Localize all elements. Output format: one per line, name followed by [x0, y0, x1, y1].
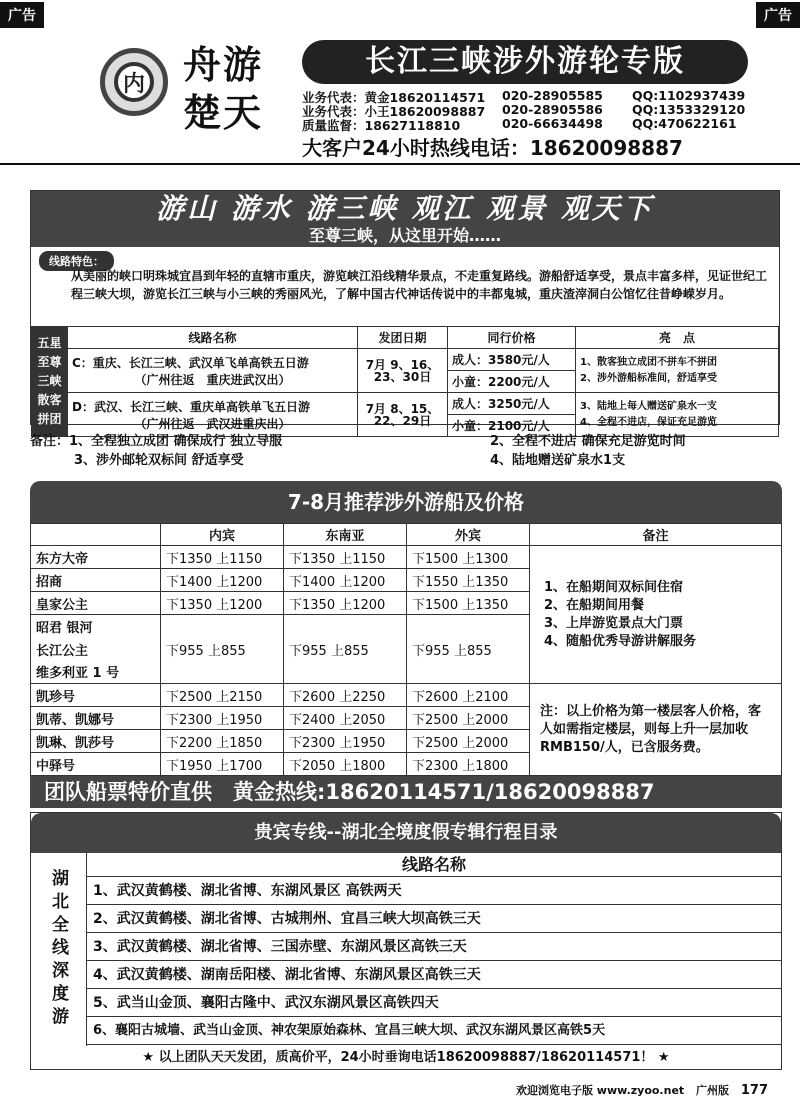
- price-child: 小童：2200元/人: [448, 371, 576, 393]
- hubei-side-text: 湖北全线深度游: [48, 869, 68, 1030]
- brand-line2: 楚天: [183, 91, 264, 135]
- list-item: 2、武汉黄鹤楼、湖北省博、古城荆州、宜昌三峡大坝高铁三天: [87, 905, 781, 933]
- route-name: [68, 349, 358, 393]
- footer-edition: 广州版: [696, 1084, 730, 1097]
- contact-role: 质量监督：18627118810: [302, 118, 461, 133]
- route-name: [68, 393, 358, 437]
- route-title: D：武汉、长江三峡、重庆单高铁单飞五日游: [72, 399, 310, 414]
- col-header: 备注: [530, 524, 782, 546]
- price-cell: 下955 上855: [284, 615, 407, 684]
- price-cell: 下1400 上1200: [161, 569, 284, 592]
- ship-section-title: 7-8月推荐涉外游船及价格: [30, 481, 782, 523]
- price-cell: 下1550 上1350: [407, 569, 530, 592]
- note-item: 备注：1、全程独立成团 确保成行 独立导服: [30, 434, 283, 449]
- price-cell: 下2500 上2150: [161, 684, 284, 707]
- ship-name: 皇家公主: [31, 592, 161, 615]
- price-cell: 下2050 上1800: [284, 753, 407, 776]
- page-footer: [516, 1082, 768, 1098]
- contact-tel: 020-28905586: [502, 102, 603, 117]
- price-cell: 下955 上855: [407, 615, 530, 684]
- price-cell: 下2500 上2000: [407, 707, 530, 730]
- ad-label-right: 广告: [756, 2, 800, 28]
- route-dates: 7月 9、16、23、30日: [358, 349, 448, 393]
- list-header: 线路名称: [87, 853, 781, 877]
- highlight-item: 1、散客独立成团不拼车不拼团: [580, 356, 717, 368]
- col-header: 发团日期: [358, 327, 448, 349]
- list-item: 1、武汉黄鹤楼、湖北省博、东湖风景区 高铁两天: [87, 877, 781, 905]
- col-header: 同行价格: [448, 327, 576, 349]
- hotline: 大客户24小时热线电话：18620098887: [302, 136, 683, 160]
- slogan: 游山 游水 游三峡 观江 观景 观天下: [156, 192, 654, 225]
- col-header: 线路名称: [68, 327, 358, 349]
- table-row: [31, 684, 782, 707]
- price-cell: 下2200 上1850: [161, 730, 284, 753]
- contact-qq: QQ:1353329120: [632, 102, 746, 117]
- price-adult: 成人：3250元/人: [448, 393, 576, 415]
- ship-name: 昭君 银河: [31, 615, 161, 638]
- route-table: [31, 326, 779, 437]
- route-sub: （广州往返 重庆进武汉出）: [134, 372, 291, 387]
- remark-item: 2、在船期间用餐: [544, 597, 645, 613]
- ship-hotline: 团队船票特价直供 黄金热线:18620114571/18620098887: [30, 776, 782, 808]
- route-title: C：重庆、长江三峡、武汉单飞单高铁五日游: [72, 355, 309, 370]
- highlights-a: [576, 349, 779, 393]
- hubei-footer: ★ 以上团队天天发团，质高价平，24小时垂询电话18620098887/18620114571！ ★: [142, 1050, 670, 1065]
- list-item: 3、武汉黄鹤楼、湖北省博、三国赤壁、东湖风景区高铁三天: [87, 933, 781, 961]
- highlight-item: 2、涉外游船标准间，舒适享受: [580, 372, 717, 384]
- route-dates: 7月 8、15、22、29日: [358, 393, 448, 437]
- route-section: [30, 190, 780, 433]
- brand-line1: 舟游: [183, 43, 264, 87]
- price-cell: 下1500 上1300: [407, 546, 530, 569]
- col-header: 内宾: [161, 524, 284, 546]
- price-cell: 下1400 上1200: [284, 569, 407, 592]
- table-row: [31, 546, 782, 569]
- col-header: 亮 点: [576, 327, 779, 349]
- remark-item: 4、随船优秀导游讲解服务: [544, 633, 697, 649]
- price-cell: 下1950 上1700: [161, 753, 284, 776]
- price-cell: 下1350 上1150: [284, 546, 407, 569]
- remarks-floor: 注：以上价格为第一楼层客人价格，客人如需指定楼层，则每上升一层加收RMB150/人，已含服务费。: [530, 684, 782, 776]
- list-item: 4、武汉黄鹤楼、湖南岳阳楼、湖北省博、东湖风景区高铁三天: [87, 961, 781, 989]
- price-adult: 成人：3580元/人: [448, 349, 576, 371]
- remarks-services: [530, 546, 782, 684]
- highlights-b: [576, 393, 779, 437]
- ship-name: 凯珍号: [31, 684, 161, 707]
- col-header: 东南亚: [284, 524, 407, 546]
- logo-glyph: 内: [114, 62, 154, 102]
- hubei-section: [30, 812, 782, 1070]
- route-side-label: 五星至尊三峡散客拼团: [32, 327, 68, 437]
- highlight-item: 3、陆地上每人赠送矿泉水一支: [580, 400, 717, 412]
- hubei-route-list: [87, 853, 781, 1045]
- ship-name: 招商: [31, 569, 161, 592]
- route-sub: （广州往返 武汉进重庆出）: [134, 416, 291, 431]
- page-title: 长江三峡涉外游轮专版: [302, 40, 748, 84]
- contact-qq: QQ:470622161: [632, 116, 737, 131]
- subslogan: 至尊三峡，从这里开始……: [308, 226, 501, 245]
- note-item: 3、涉外邮轮双标间 舒适享受: [74, 453, 244, 468]
- note-item: 2、全程不进店 确保充足游览时间: [490, 434, 686, 449]
- price-cell: 下1500 上1350: [407, 592, 530, 615]
- price-cell: 下2400 上2050: [284, 707, 407, 730]
- price-cell: 下955 上855: [161, 615, 284, 684]
- ship-name: 凯琳、凯莎号: [31, 730, 161, 753]
- ship-name: 东方大帝: [31, 546, 161, 569]
- ship-name: 中驿号: [31, 753, 161, 776]
- page-number: 177: [740, 1083, 768, 1098]
- price-cell: 下2300 上1800: [407, 753, 530, 776]
- price-cell: 下1350 上1150: [161, 546, 284, 569]
- list-item: 6、襄阳古城墙、武当山金顶、神农架原始森林、宜昌三峡大坝、武汉东湖风景区高铁5天: [87, 1017, 781, 1045]
- ship-section: [30, 481, 782, 804]
- price-cell: 下1350 上1200: [161, 592, 284, 615]
- header: [0, 0, 800, 165]
- ad-label-left: 广告: [0, 2, 44, 28]
- hubei-side-label: [31, 853, 87, 1046]
- ship-name: 长江公主: [31, 638, 161, 661]
- highlight-item: 4、全程不进店，保证充足游览: [580, 416, 717, 428]
- price-cell: 下2600 上2250: [284, 684, 407, 707]
- remark-item: 1、在船期间双标间住宿: [544, 579, 684, 595]
- ship-name: 凯蒂、凯娜号: [31, 707, 161, 730]
- footer-url: 欢迎浏览电子版 www.zyoo.net: [515, 1084, 685, 1097]
- contact-tel: 020-66634498: [502, 116, 603, 131]
- contact-qq: QQ:1102937439: [632, 88, 746, 103]
- price-cell: 下2500 上2000: [407, 730, 530, 753]
- ship-table: [30, 523, 782, 776]
- col-header: 外宾: [407, 524, 530, 546]
- note-item: 4、陆地赠送矿泉水1支: [490, 453, 626, 468]
- contact-role: 业务代表：黄金18620114571: [302, 90, 486, 105]
- price-cell: 下2300 上1950: [284, 730, 407, 753]
- feature-text: 从美丽的峡口明珠城宜昌到年轻的直辖市重庆，游览峡江沿线精华景点，不走重复路线。游船舒适享受，景点丰富多样，见证世纪工程三峡大坝，游览长江三峡与小三峡的秀丽风光，了解中国古代神话传说中的丰都鬼城，重庆渣滓洞白公馆忆往昔峥嵘岁月。: [71, 269, 768, 301]
- hubei-section-title: 贵宾专线--湖北全境度假专辑行程目录: [31, 813, 781, 853]
- slogan-bar: [31, 191, 779, 247]
- feature-tag: 线路特色：: [39, 251, 114, 271]
- price-cell: 下2300 上1950: [161, 707, 284, 730]
- price-child: 小童：2100元/人: [448, 415, 576, 437]
- contact-tel: 020-28905585: [502, 88, 603, 103]
- col-header: [31, 524, 161, 546]
- logo-icon: [100, 48, 168, 116]
- ship-name: 维多利亚 1 号: [31, 661, 161, 684]
- price-cell: 下2600 上2100: [407, 684, 530, 707]
- price-cell: 下1350 上1200: [284, 592, 407, 615]
- remark-item: 3、上岸游览景点大门票: [544, 615, 684, 631]
- list-item: 5、武当山金顶、襄阳古隆中、武汉东湖风景区高铁四天: [87, 989, 781, 1017]
- contact-role: 业务代表：小王18620098887: [302, 104, 486, 119]
